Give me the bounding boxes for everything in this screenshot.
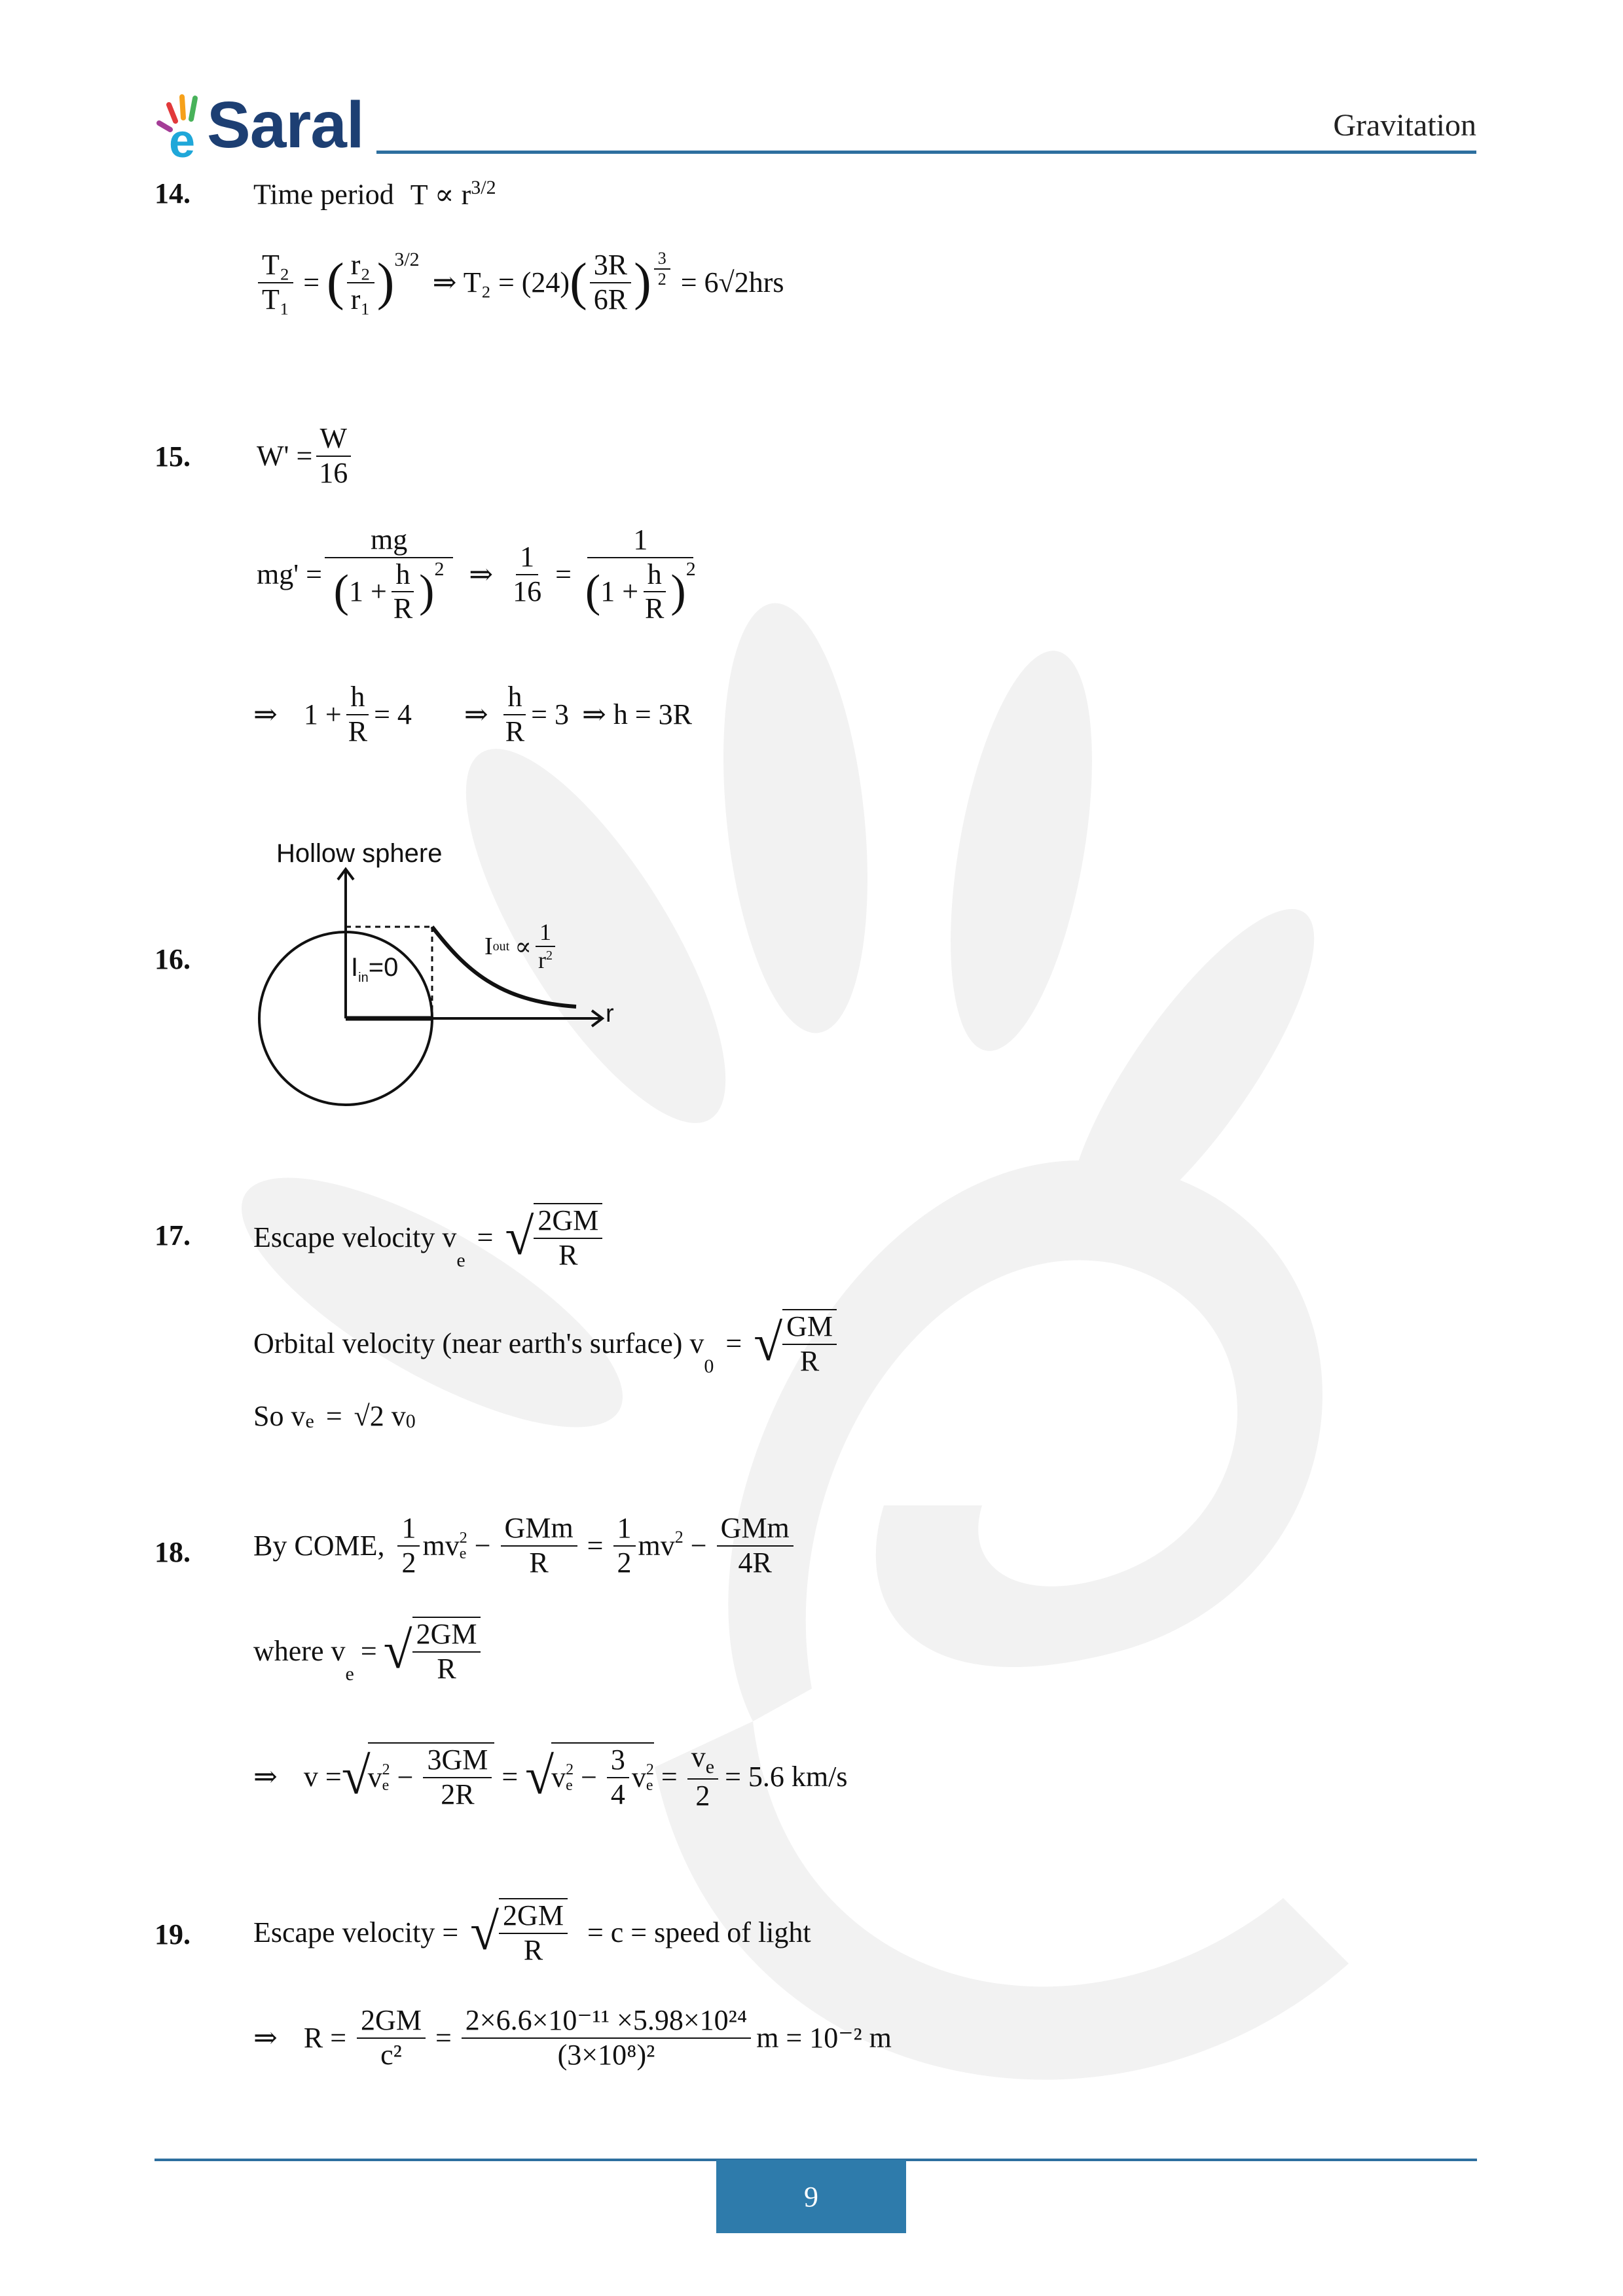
question-number-18: 18. xyxy=(155,1536,191,1568)
exponent-frac: $\frac{3}{2}$ xyxy=(654,249,670,289)
q18-energy-eq: By COME, $\frac{1}{2}$ mv 2 e − $\frac{\text{GMm}}{R}$ = $\frac{1}{2}$ mv $^2$ − $\frac{\text{GMm}}{4R}$ xyxy=(253,1512,796,1579)
q18-velocity-eq: ⇒ v = √ v 2 e − $\frac{3GM}{2R}$ = √ v 2 e − $\frac{3}{4}$ v 2 e = $\frac{v_e}{2}$ = 5.6 km/s xyxy=(253,1741,848,1812)
q17-orbital-eq: Orbital velocity (near earth's surface) v $_0$ = √ $\frac{GM}{R}$ xyxy=(253,1309,839,1378)
question-number-15: 15. xyxy=(155,440,191,473)
q18-where-eq: where v $_e$ = √ $\frac{2GM}{R}$ xyxy=(253,1617,483,1685)
question-number-17: 17. xyxy=(155,1219,191,1251)
hand-logo-icon xyxy=(156,92,215,164)
hollow-sphere-caption: Hollow sphere xyxy=(276,839,443,868)
q14-label: Time period $T \propto r^{3/2}$ xyxy=(253,177,496,211)
q15-height-eq: ⇒ 1 + $\frac{h}{R}$ = 4 ⇒ $\frac{h}{R}$ = 3 ⇒ h = 3R xyxy=(253,681,692,747)
q19-radius-eq: ⇒ R = $\frac{2GM}{\text{c²}}$ = $\frac{\text{2×6.6×10⁻¹¹ ×5.98×10²⁴}}{\text{(3×10⁸)²}}$ m = 10⁻² m xyxy=(253,2004,892,2071)
inside-field-label: $I_{in}=0$ xyxy=(351,953,399,985)
logo-text: Saral xyxy=(207,88,364,162)
hollow-sphere-diagram xyxy=(249,864,642,1113)
q15-weight-eq: W' = $\frac{W}{16}$ xyxy=(257,422,354,490)
q17-ratio-eq: So v e = √2 v 0 xyxy=(253,1400,416,1432)
chapter-title: Gravitation xyxy=(1333,108,1476,143)
q17-escape-eq: Escape velocity v $_e$ = √ $\frac{2GM}{R}$ xyxy=(253,1203,605,1272)
esaral-logo xyxy=(156,88,378,164)
r-axis-label: r xyxy=(606,1000,614,1028)
page-number: 9 xyxy=(716,2160,906,2233)
question-number-14: 14. xyxy=(155,177,191,209)
t-ratio: $\frac{\text{T₂}}{\text{T₁}}$ xyxy=(258,249,293,316)
q15-gravity-eq: mg' = mg ( 1 + $\frac{h}{R}$ ) $^2$ ⇒ $\frac{1}{16}$ = 1 ( 1 + $\frac{h}{R}$ ) $^2$ xyxy=(257,524,696,625)
weight-fraction: $\frac{W}{16}$ xyxy=(315,422,352,490)
question-number-19: 19. xyxy=(155,1918,191,1950)
q14-equation: $\frac{\text{T₂}}{\text{T₁}}$ = ( $\frac{\text{r₂}}{\text{r₁}}$ ) $^{3/2}$ ⇒ T₂ = (24) ( $\frac{3R}{6R}$ ) $\frac{3}{2}$ = 6√2hrs xyxy=(255,249,784,316)
header-divider xyxy=(376,151,1476,154)
q19-escape-eq: Escape velocity = √ $\frac{2GM}{R}$ = c = speed of light xyxy=(253,1899,811,1966)
outside-field-label: I out ∝ $\frac{1}{r^2}$ xyxy=(484,919,559,975)
r-ratio: $\frac{\text{r₂}}{\text{r₁}}$ xyxy=(347,249,374,316)
question-number-16: 16. xyxy=(155,943,191,975)
radius-ratio: $\frac{3R}{6R}$ xyxy=(590,249,631,316)
svg-text:e: e xyxy=(169,115,196,164)
